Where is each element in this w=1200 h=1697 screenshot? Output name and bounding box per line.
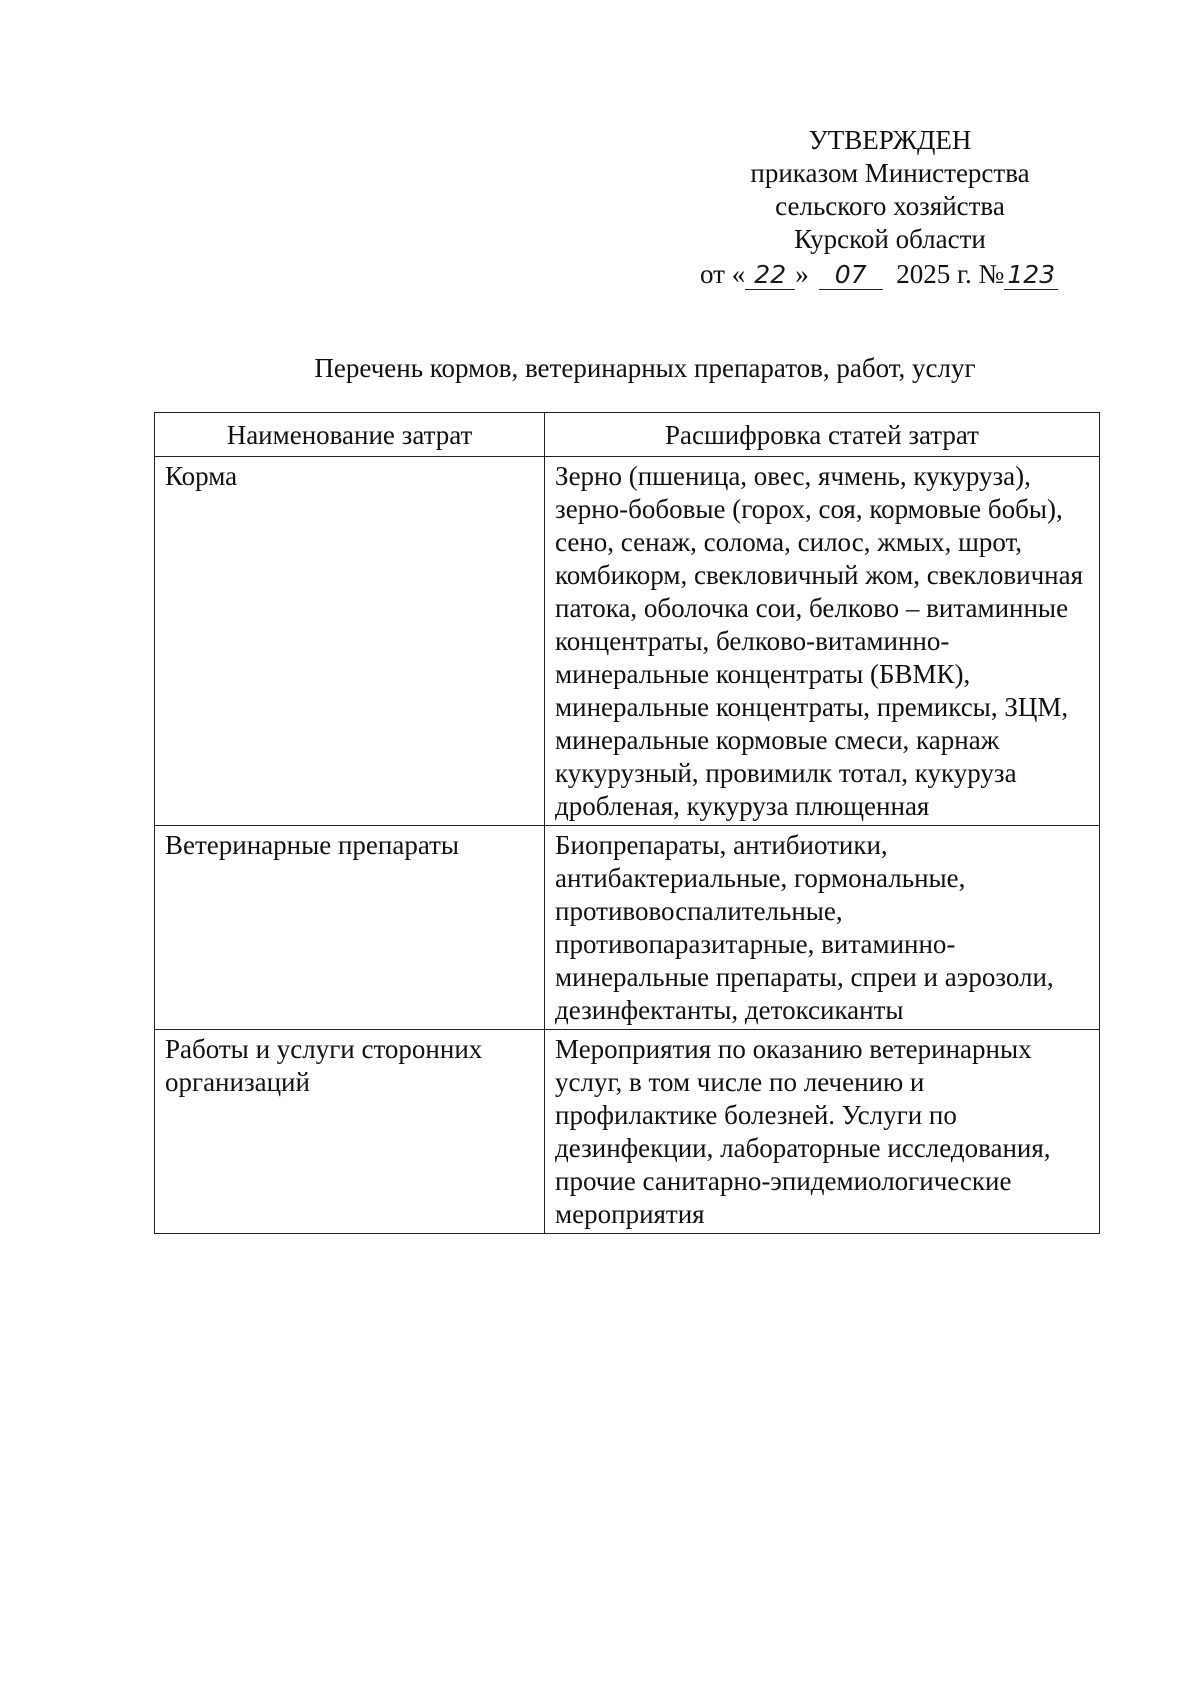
cost-description-cell: Биопрепараты, антибиотики, антибактериальные, гормональные, противовоспалительные, противопаразитарные, витаминно-минеральные препараты, спреи и аэрозоли, дезинфектанты, детоксиканты	[545, 826, 1100, 1030]
approval-line-2: сельского хозяйства	[775, 191, 1005, 221]
approval-stamp	[690, 124, 1090, 256]
handwritten-day: 22	[745, 261, 795, 290]
header-cost-description: Расшифровка статей затрат	[545, 413, 1100, 457]
approval-line-3: Курской области	[794, 224, 986, 254]
date-prefix: от «	[700, 259, 746, 289]
order-date-line	[700, 258, 1058, 291]
costs-table	[154, 412, 1100, 1234]
approval-line-1: приказом Министерства	[750, 158, 1030, 188]
cost-name-cell: Корма	[155, 457, 545, 826]
date-year-number-label: 2025 г. №	[896, 259, 1005, 289]
document-title: Перечень кормов, ветеринарных препаратов, работ, услуг	[314, 353, 976, 383]
cost-description-cell: Зерно (пшеница, овес, ячмень, кукуруза), зерно-бобовые (горох, соя, кормовые бобы), сено, сенаж, солома, силос, жмых, шрот, комбикорм, свекловичный жом, свекловичная патока, оболочка сои, белково – витаминные концентраты, белково-витаминно-минеральные концентраты (БВМК), минеральные концентраты, премиксы, ЗЦМ, минеральные кормовые смеси, карнаж кукурузный, провимилк тотал, кукуруза дробленая, кукуруза плющенная	[545, 457, 1100, 826]
cost-name-cell: Ветеринарные препараты	[155, 826, 545, 1030]
table-header-row	[155, 413, 1100, 457]
approval-title: УТВЕРЖДЕН	[808, 125, 972, 155]
date-close-quote: »	[795, 259, 809, 289]
table-row	[155, 457, 1100, 826]
handwritten-order-number: 123	[1004, 261, 1058, 290]
handwritten-month: 07	[819, 261, 883, 290]
header-cost-name: Наименование затрат	[155, 413, 545, 457]
cost-description-cell: Мероприятия по оказанию ветеринарных услуг, в том числе по лечению и профилактике болезней. Услуги по дезинфекции, лабораторные исследования, прочие санитарно-эпидемиологические мероприятия	[545, 1030, 1100, 1234]
table-row	[155, 826, 1100, 1030]
cost-name-cell: Работы и услуги сторонних организаций	[155, 1030, 545, 1234]
table-row	[155, 1030, 1100, 1234]
